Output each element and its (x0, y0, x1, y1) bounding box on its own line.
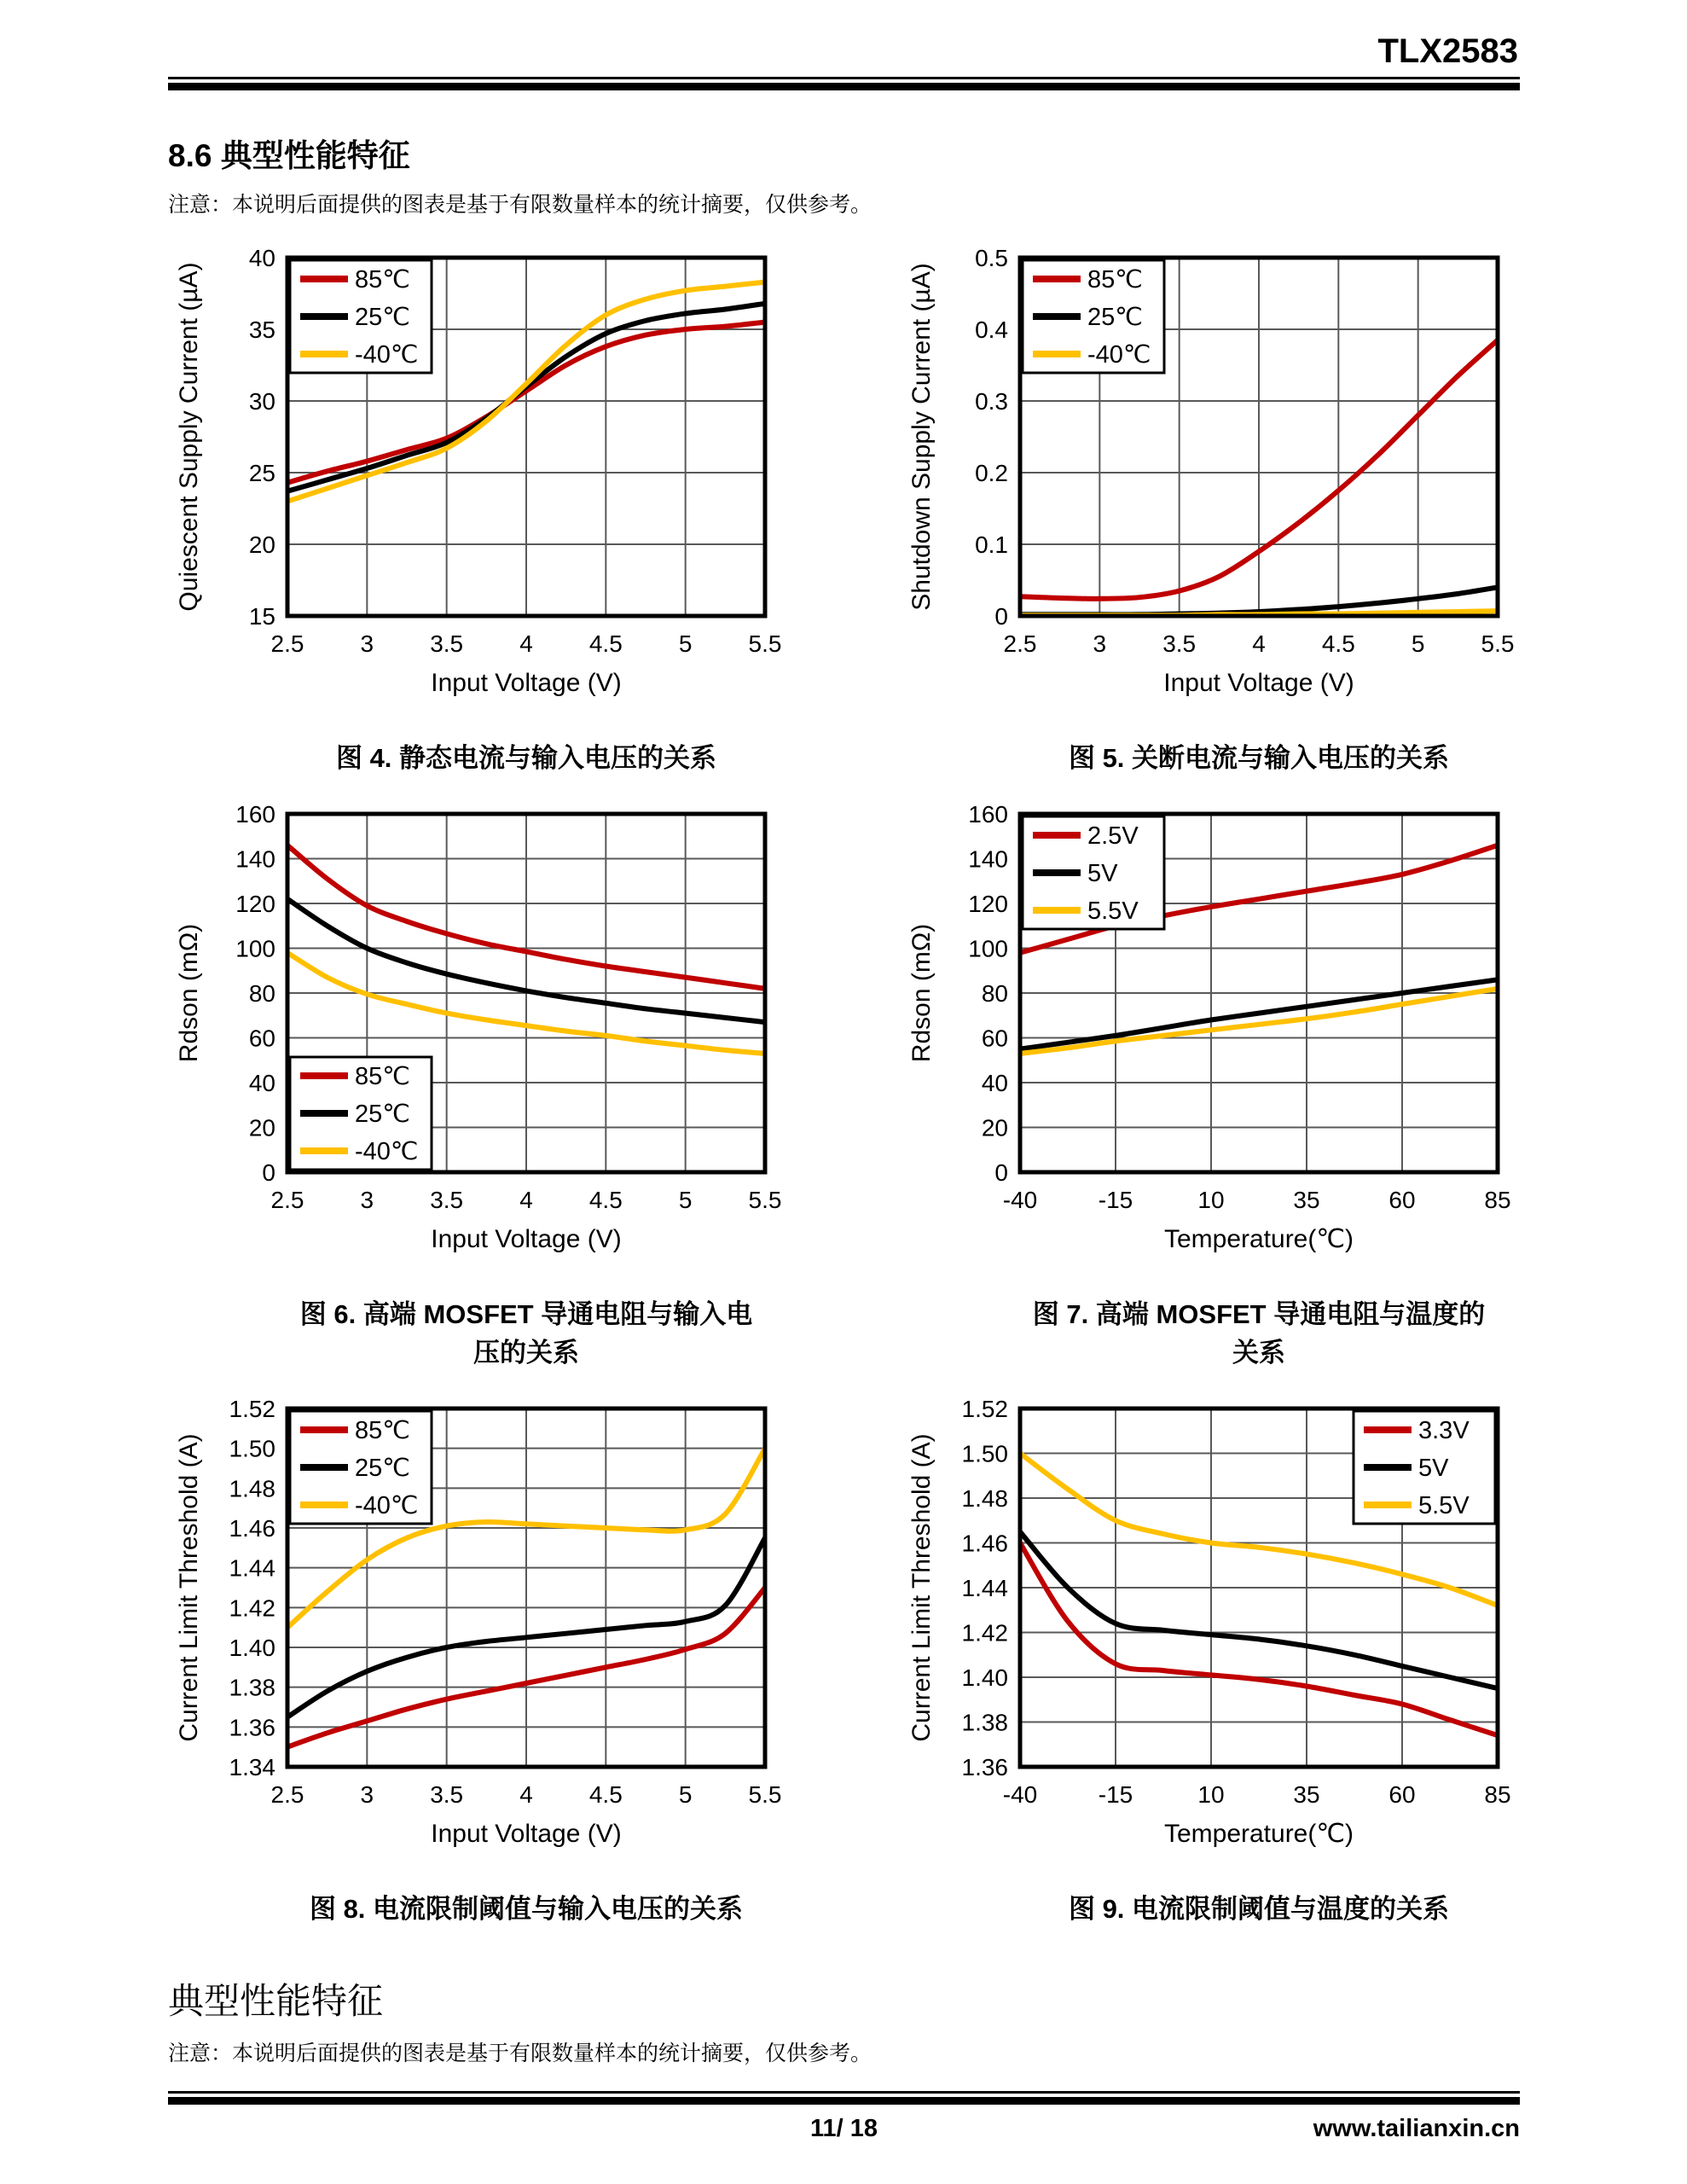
y-tick-label: 25 (248, 460, 275, 486)
figure-fig4 (168, 244, 787, 775)
x-tick-label: 3 (1093, 630, 1107, 657)
y-tick-label: 1.34 (229, 1754, 275, 1780)
page-number: 11/ 18 (809, 2115, 878, 2142)
legend-label: -40℃ (355, 1492, 419, 1519)
chart-legend (290, 1057, 432, 1170)
legend-label: 25℃ (355, 1455, 410, 1482)
legend-label: 25℃ (355, 304, 410, 331)
series-line-2 (1020, 989, 1498, 1054)
chart-fig7 (901, 800, 1520, 1282)
legend-label: 85℃ (355, 266, 410, 293)
y-tick-label: 1.52 (229, 1396, 275, 1422)
figure-caption: 图 9. 电流限制阈值与温度的关系 (1068, 1894, 1450, 1924)
y-axis-label: Current Limit Threshold (A) (175, 1433, 203, 1742)
legend-label: 25℃ (355, 1101, 410, 1128)
x-tick-label: 4.5 (588, 1781, 623, 1808)
chart-fig5 (901, 244, 1520, 726)
y-tick-label: 20 (248, 1114, 275, 1141)
x-tick-label: 4 (1252, 630, 1266, 657)
legend-label: 85℃ (355, 1063, 410, 1090)
y-tick-label: 140 (235, 845, 275, 873)
y-tick-label: 20 (981, 1114, 1008, 1141)
x-tick-label: 10 (1197, 1187, 1225, 1213)
y-tick-label: 160 (968, 801, 1008, 828)
legend-label: 5.5V (1418, 1492, 1470, 1519)
legend-label: 5V (1418, 1455, 1449, 1482)
x-tick-label: 60 (1388, 1781, 1416, 1808)
chart-fig6 (168, 800, 787, 1282)
doc-title: TLX2583 (1377, 32, 1518, 70)
y-tick-label: 0.5 (975, 245, 1008, 271)
y-tick-label: 60 (981, 1025, 1008, 1052)
y-tick-label: 160 (235, 801, 275, 828)
y-axis-label: Rdson (mΩ) (907, 923, 936, 1063)
x-tick-label: 3.5 (430, 1781, 464, 1808)
x-tick-label: -15 (1098, 1187, 1133, 1213)
y-tick-label: 1.36 (229, 1714, 275, 1741)
y-tick-label: 1.44 (961, 1575, 1008, 1601)
x-tick-label: 35 (1293, 1781, 1320, 1808)
y-tick-label: 0 (994, 603, 1008, 630)
x-axis-label: Input Voltage (V) (431, 669, 622, 697)
x-tick-label: 3 (360, 630, 374, 657)
y-tick-label: 1.50 (961, 1440, 1008, 1467)
x-tick-label: 2.5 (270, 630, 304, 657)
x-tick-label: 5 (678, 630, 693, 657)
chart-legend (290, 260, 432, 373)
chart-legend (290, 1411, 432, 1524)
x-tick-label: 4.5 (588, 1187, 623, 1213)
footer-rule-thick (168, 2097, 1520, 2105)
y-tick-label: 35 (248, 317, 275, 343)
y-tick-label: 140 (968, 845, 1008, 873)
header-rule-thick (168, 83, 1520, 90)
y-tick-label: 120 (235, 891, 275, 917)
y-axis-label: Rdson (mΩ) (175, 923, 203, 1063)
x-axis-label: Input Voltage (V) (431, 1225, 622, 1253)
x-tick-label: 3 (360, 1187, 374, 1213)
legend-label: -40℃ (1087, 341, 1151, 369)
y-tick-label: 60 (248, 1025, 275, 1052)
chart-legend (1354, 1411, 1495, 1524)
section-note: 注意：本说明后面提供的图表是基于有限数量样本的统计摘要，仅供参考。 (168, 193, 872, 217)
y-tick-label: 1.42 (229, 1594, 275, 1622)
x-tick-label: 60 (1388, 1187, 1416, 1213)
legend-label: 5V (1087, 860, 1118, 887)
x-tick-label: 5.5 (1481, 630, 1515, 657)
x-axis-label: Temperature(℃) (1163, 1225, 1354, 1253)
y-tick-label: 1.46 (229, 1515, 275, 1542)
bottom-section-note: 注意：本说明后面提供的图表是基于有限数量样本的统计摘要，仅供参考。 (168, 2042, 872, 2065)
y-tick-label: 0.1 (975, 531, 1008, 558)
legend-label: -40℃ (355, 1138, 419, 1165)
legend-label: -40℃ (355, 341, 419, 369)
y-tick-label: 0 (994, 1159, 1008, 1186)
page-footer (168, 2084, 1520, 2143)
y-axis-label: Shutdown Supply Current (µA) (907, 263, 936, 611)
footer-row (168, 2115, 1520, 2143)
x-tick-label: 2.5 (1003, 630, 1037, 657)
y-tick-label: 1.44 (229, 1554, 275, 1582)
y-tick-label: 80 (981, 980, 1008, 1007)
y-tick-label: 40 (248, 245, 275, 271)
figure-caption: 图 6. 高端 MOSFET 导通电阻与输入电压的关系 (299, 1299, 753, 1368)
y-tick-label: 30 (248, 388, 275, 415)
x-tick-label: 5 (678, 1187, 693, 1213)
x-tick-label: 5.5 (748, 1187, 782, 1213)
legend-label: 85℃ (1087, 266, 1143, 293)
figure-fig7 (901, 800, 1520, 1369)
y-tick-label: 80 (248, 980, 275, 1007)
x-tick-label: 4 (519, 1187, 533, 1213)
figure-fig9 (901, 1395, 1520, 1926)
header-rule (168, 77, 1520, 90)
y-tick-label: 100 (968, 935, 1008, 962)
chart-fig9 (901, 1395, 1520, 1877)
x-tick-label: 4.5 (588, 630, 623, 657)
chart-legend (1023, 816, 1164, 929)
figure-caption: 图 7. 高端 MOSFET 导通电阻与温度的关系 (1032, 1299, 1486, 1368)
y-tick-label: 1.50 (229, 1435, 275, 1462)
charts-grid (168, 244, 1520, 1951)
footer-website: www.tailianxin.cn (1313, 2115, 1520, 2142)
x-axis-label: Input Voltage (V) (1163, 669, 1354, 697)
y-tick-label: 15 (248, 603, 275, 630)
x-axis-label: Temperature(℃) (1163, 1820, 1354, 1848)
figure-fig5 (901, 244, 1520, 775)
y-tick-label: 0.3 (975, 388, 1008, 415)
figure-caption: 图 8. 电流限制阈值与输入电压的关系 (309, 1894, 744, 1924)
x-tick-label: 3.5 (430, 1187, 464, 1213)
y-tick-label: 0.4 (975, 317, 1008, 343)
x-tick-label: 85 (1484, 1781, 1511, 1808)
y-tick-label: 1.38 (229, 1674, 275, 1701)
y-tick-label: 0.2 (975, 460, 1008, 486)
chart-fig8 (168, 1395, 787, 1877)
y-tick-label: 20 (248, 531, 275, 558)
figure-fig6 (168, 800, 787, 1369)
x-tick-label: 3 (360, 1781, 374, 1808)
y-tick-label: 40 (248, 1070, 275, 1096)
x-tick-label: 3.5 (1162, 630, 1197, 657)
figure-caption: 图 4. 静态电流与输入电压的关系 (335, 743, 717, 773)
x-tick-label: 4 (519, 1781, 533, 1808)
legend-label: 85℃ (355, 1417, 410, 1444)
x-tick-label: 5 (1411, 630, 1425, 657)
x-tick-label: 5.5 (748, 630, 782, 657)
footer-rule (168, 2091, 1520, 2105)
y-tick-label: 120 (968, 891, 1008, 917)
legend-label: 25℃ (1087, 304, 1143, 331)
y-tick-label: 40 (981, 1070, 1008, 1096)
section-title: 8.6 典型性能特征 (168, 138, 410, 173)
chart-legend (1023, 260, 1164, 373)
x-tick-label: -40 (1002, 1781, 1038, 1808)
x-tick-label: -15 (1098, 1781, 1133, 1808)
chart-fig4 (168, 244, 787, 726)
series-line-1 (1020, 1531, 1498, 1688)
y-tick-label: 1.42 (961, 1619, 1008, 1647)
y-tick-label: 100 (235, 935, 275, 962)
y-tick-label: 1.40 (961, 1664, 1008, 1691)
y-axis-label: Quiescent Supply Current (µA) (175, 262, 203, 612)
y-tick-label: 1.40 (229, 1635, 275, 1661)
x-tick-label: 5.5 (748, 1781, 782, 1808)
y-tick-label: 1.46 (961, 1530, 1008, 1557)
figure-caption: 图 5. 关断电流与输入电压的关系 (1068, 743, 1450, 773)
x-tick-label: 2.5 (270, 1781, 304, 1808)
figure-fig8 (168, 1395, 787, 1926)
y-tick-label: 1.48 (961, 1485, 1008, 1512)
x-tick-label: 5 (678, 1781, 693, 1808)
legend-label: 5.5V (1087, 897, 1139, 925)
x-tick-label: 4.5 (1321, 630, 1355, 657)
legend-label: 3.3V (1418, 1417, 1470, 1444)
page-header (168, 32, 1520, 90)
y-tick-label: 1.38 (961, 1709, 1008, 1736)
y-tick-label: 0 (262, 1159, 275, 1186)
x-tick-label: 85 (1484, 1187, 1511, 1213)
bottom-section-title: 典型性能特征 (168, 1980, 384, 2022)
x-axis-label: Input Voltage (V) (431, 1820, 622, 1848)
y-tick-label: 1.36 (961, 1754, 1008, 1780)
x-tick-label: 10 (1197, 1781, 1225, 1808)
x-tick-label: 2.5 (270, 1187, 304, 1213)
x-tick-label: -40 (1002, 1187, 1038, 1213)
y-tick-label: 1.48 (229, 1475, 275, 1502)
x-tick-label: 3.5 (430, 630, 464, 657)
legend-label: 2.5V (1087, 822, 1139, 850)
y-tick-label: 1.52 (961, 1396, 1008, 1422)
y-axis-label: Current Limit Threshold (A) (907, 1433, 936, 1742)
x-tick-label: 4 (519, 630, 533, 657)
x-tick-label: 35 (1293, 1187, 1320, 1213)
